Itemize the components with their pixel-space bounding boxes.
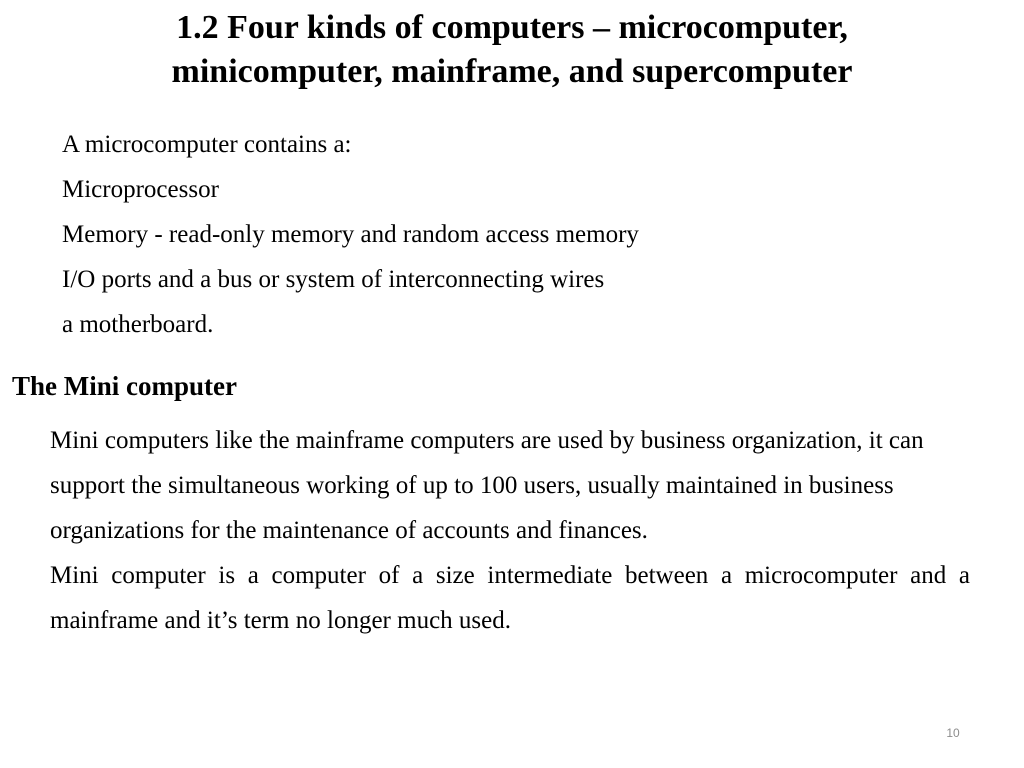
microcomputer-list [62, 122, 962, 347]
list-item: I/O ports and a bus or system of interconnecting wires [62, 266, 605, 293]
minicomputer-heading: The Mini computer [12, 371, 237, 401]
list-item: Microprocessor [62, 176, 219, 203]
slide-title [60, 6, 964, 94]
minicomputer-body [50, 418, 970, 643]
list-item: Memory - read-only memory and random access memory [62, 221, 639, 248]
paragraph: Mini computer is a computer of a size intermediate between a microcomputer and a mainframe and it’s term no longer much used. [50, 562, 970, 634]
list-item: a motherboard. [62, 311, 214, 338]
page-number: 10 [946, 726, 960, 740]
microcomputer-intro: A microcomputer contains a: [62, 131, 352, 158]
slide-title-line-1: 1.2 Four kinds of computers – microcomputer, [176, 9, 848, 46]
slide-title-line-2: minicomputer, mainframe, and supercomputer [171, 53, 853, 90]
paragraph: Mini computers like the mainframe computers are used by business organization, it can [50, 427, 924, 454]
paragraph: organizations for the maintenance of accounts and finances. [50, 517, 648, 544]
paragraph: support the simultaneous working of up to 100 users, usually maintained in business [50, 472, 894, 499]
